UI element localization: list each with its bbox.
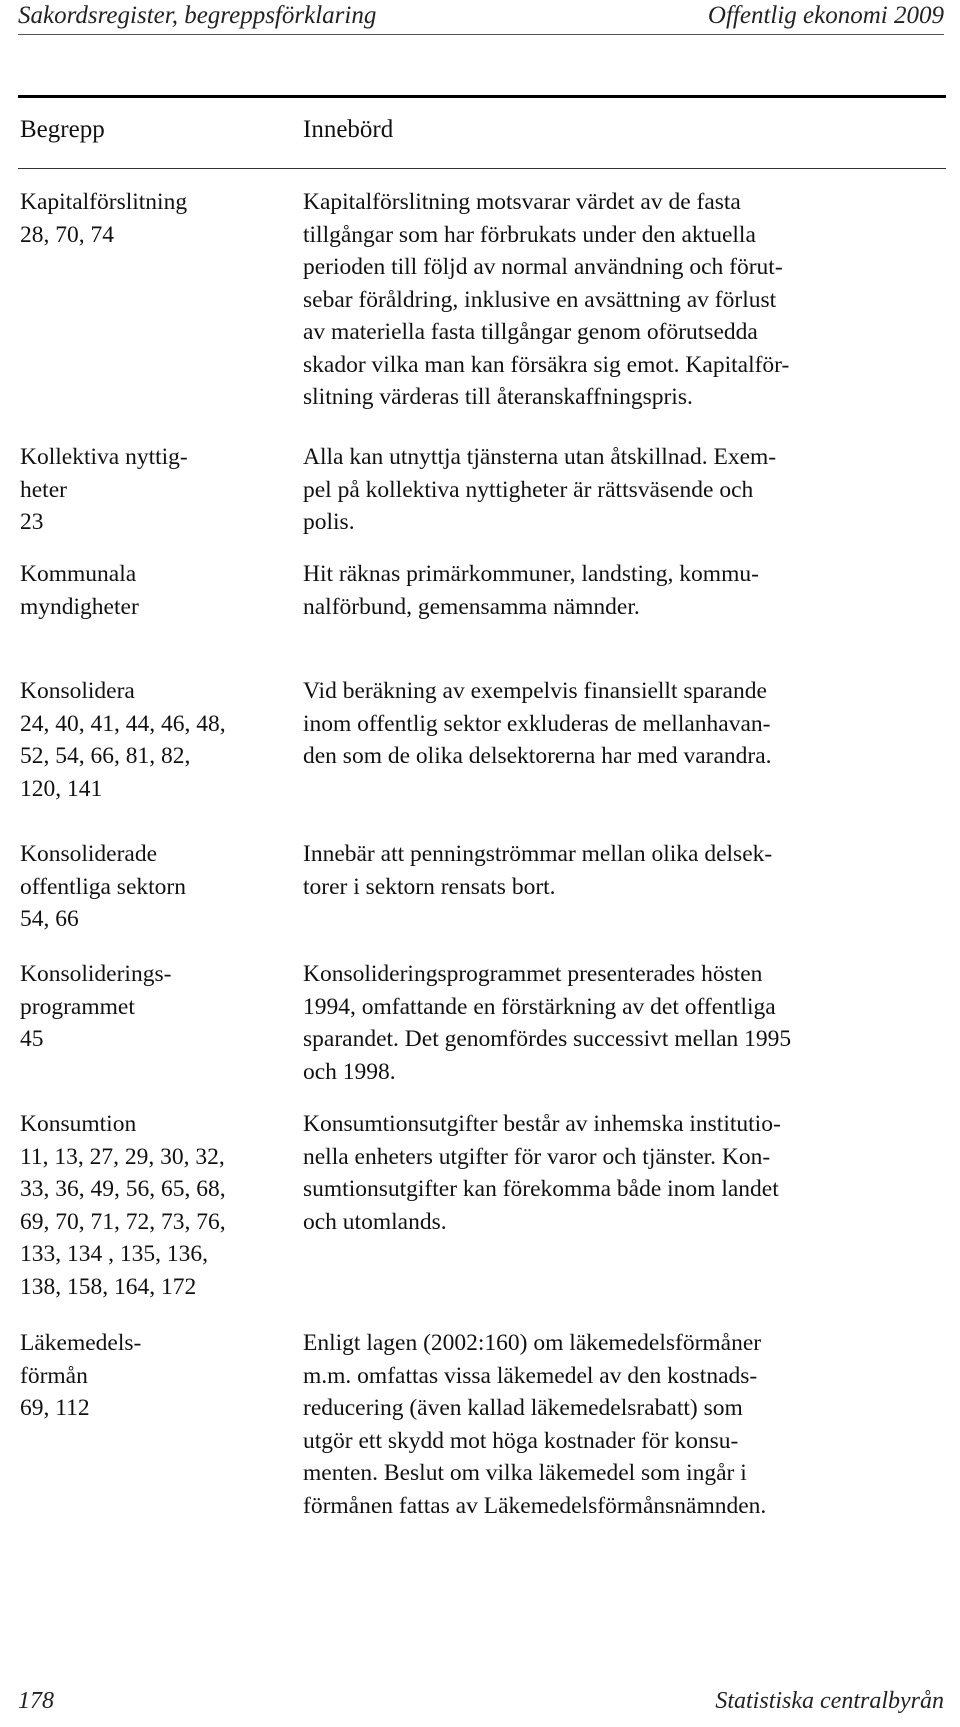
meaning-cell: Konsolideringsprogrammet presenterades hösten 1994, omfattande en förstärkning av det offentliga sparandet. Det genomfördes successivt mellan 1995 och 1998. <box>303 961 792 1085</box>
term-cell: Konsoliderings- programmet 45 <box>20 961 172 1052</box>
term-cell: Läkemedels- förmån 69, 112 <box>20 1330 142 1421</box>
running-footer <box>18 1680 944 1720</box>
term-cell: Konsolidera 24, 40, 41, 44, 46, 48, 52, 54, 66, 81, 82, 120, 141 <box>20 678 226 802</box>
column-header-term: Begrepp <box>20 116 105 143</box>
term-cell: Kollektiva nyttig- heter 23 <box>20 444 188 535</box>
table-top-rule <box>18 95 946 98</box>
meaning-cell: Enligt lagen (2002:160) om läkemedelsförmåner m.m. omfattas vissa läkemedel av den kostnads- reducering (även kallad läkemedelsrabatt) som utgör ett skydd mot höga kostnader för konsu- menten. Beslut om vilka läkemedel som ingår i förmånen fattas av Läkemedelsförmånsnämnden. <box>303 1330 767 1519</box>
header-publication-title: Offentlig ekonomi 2009 <box>707 2 944 29</box>
meaning-cell: Alla kan utnyttja tjänsterna utan åtskillnad. Exem- pel på kollektiva nyttigheter är rättsväsende och polis. <box>303 444 777 535</box>
term-cell: Kapitalförslitning 28, 70, 74 <box>20 189 188 248</box>
term-cell: Konsoliderade offentliga sektorn 54, 66 <box>20 841 186 932</box>
meaning-cell: Vid beräkning av exempelvis finansiellt sparande inom offentlig sektor exkluderas de mellanhavan- den som de olika delsektorerna har med varandra. <box>303 678 772 769</box>
footer-publisher: Statistiska centralbyrån <box>715 1688 944 1714</box>
running-header <box>18 0 944 35</box>
meaning-cell: Kapitalförslitning motsvarar värdet av de fasta tillgångar som har förbrukats under den aktuella perioden till följd av normal användning och förut- sebar föråldring, inklusive en avsättning av förlust av materiella fasta tillgångar genom oförutsedda skador vilka man kan försäkra sig emot. Kapitalför- slitning värderas till återanskaffningspris. <box>303 189 790 410</box>
term-cell: Kommunala myndigheter <box>20 561 139 620</box>
table-header-rule <box>18 168 946 169</box>
page-number: 178 <box>18 1688 54 1714</box>
column-header-meaning: Innebörd <box>303 116 394 143</box>
meaning-cell: Konsumtionsutgifter består av inhemska institutio- nella enheters utgifter för varor och tjänster. Kon- sumtionsutgifter kan förekomma både inom landet och utomlands. <box>303 1111 781 1235</box>
meaning-cell: Hit räknas primärkommuner, landsting, kommu- nalförbund, gemensamma nämnder. <box>303 561 759 620</box>
header-section-title: Sakordsregister, begreppsförklaring <box>18 2 377 29</box>
term-cell: Konsumtion 11, 13, 27, 29, 30, 32, 33, 36, 49, 56, 65, 68, 69, 70, 71, 72, 73, 76, 133, 134 , 135, 136, 138, 158, 164, 172 <box>20 1111 226 1300</box>
meaning-cell: Innebär att penningströmmar mellan olika delsek- torer i sektorn rensats bort. <box>303 841 773 900</box>
